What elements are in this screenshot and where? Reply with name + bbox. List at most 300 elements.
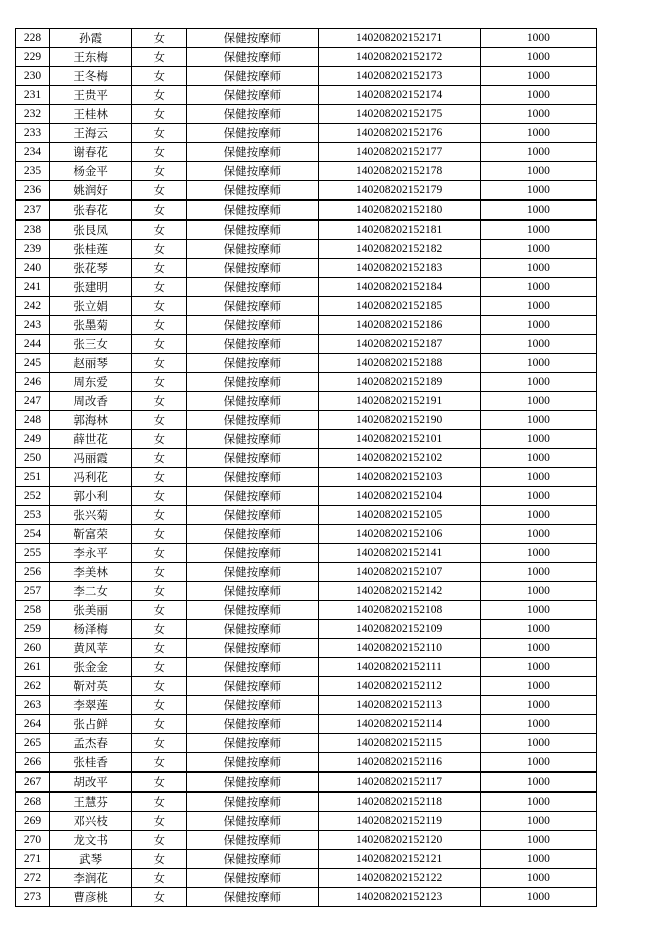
cell-certificate-no: 140208202152108 — [318, 601, 480, 620]
cell-sex: 女 — [132, 220, 187, 240]
table-row — [16, 658, 597, 677]
table-row — [16, 67, 597, 86]
cell-seq-no: 229 — [16, 48, 50, 67]
cell-name: 张春花 — [50, 200, 132, 220]
cell-seq-no: 272 — [16, 869, 50, 888]
cell-sex: 女 — [132, 772, 187, 792]
cell-certificate-no: 140208202152121 — [318, 850, 480, 869]
cell-seq-no: 243 — [16, 316, 50, 335]
cell-seq-no: 269 — [16, 812, 50, 831]
cell-occupation: 保健按摩师 — [187, 181, 318, 201]
cell-seq-no: 248 — [16, 411, 50, 430]
cell-occupation: 保健按摩师 — [187, 468, 318, 487]
cell-name: 冯利花 — [50, 468, 132, 487]
cell-name: 张金金 — [50, 658, 132, 677]
cell-seq-no: 256 — [16, 563, 50, 582]
cell-seq-no: 242 — [16, 297, 50, 316]
cell-seq-no: 239 — [16, 240, 50, 259]
cell-sex: 女 — [132, 869, 187, 888]
cell-seq-no: 263 — [16, 696, 50, 715]
cell-sex: 女 — [132, 240, 187, 259]
cell-certificate-no: 140208202152109 — [318, 620, 480, 639]
cell-amount: 1000 — [480, 601, 596, 620]
cell-seq-no: 238 — [16, 220, 50, 240]
table-row — [16, 105, 597, 124]
cell-amount: 1000 — [480, 582, 596, 601]
cell-name: 杨金平 — [50, 162, 132, 181]
cell-occupation: 保健按摩师 — [187, 601, 318, 620]
table-row — [16, 869, 597, 888]
cell-occupation: 保健按摩师 — [187, 582, 318, 601]
cell-occupation: 保健按摩师 — [187, 831, 318, 850]
cell-seq-no: 249 — [16, 430, 50, 449]
cell-certificate-no: 140208202152180 — [318, 200, 480, 220]
cell-amount: 1000 — [480, 143, 596, 162]
cell-seq-no: 268 — [16, 792, 50, 812]
cell-certificate-no: 140208202152118 — [318, 792, 480, 812]
table-row — [16, 487, 597, 506]
cell-amount: 1000 — [480, 620, 596, 639]
cell-occupation: 保健按摩师 — [187, 124, 318, 143]
cell-certificate-no: 140208202152104 — [318, 487, 480, 506]
cell-occupation: 保健按摩师 — [187, 658, 318, 677]
cell-amount: 1000 — [480, 67, 596, 86]
cell-certificate-no: 140208202152189 — [318, 373, 480, 392]
cell-seq-no: 250 — [16, 449, 50, 468]
cell-sex: 女 — [132, 563, 187, 582]
cell-sex: 女 — [132, 430, 187, 449]
cell-name: 张墨菊 — [50, 316, 132, 335]
cell-occupation: 保健按摩师 — [187, 620, 318, 639]
cell-seq-no: 237 — [16, 200, 50, 220]
table-row — [16, 373, 597, 392]
table-row — [16, 544, 597, 563]
cell-occupation: 保健按摩师 — [187, 335, 318, 354]
cell-occupation: 保健按摩师 — [187, 354, 318, 373]
cell-amount: 1000 — [480, 162, 596, 181]
cell-sex: 女 — [132, 86, 187, 105]
cell-certificate-no: 140208202152114 — [318, 715, 480, 734]
cell-occupation: 保健按摩师 — [187, 67, 318, 86]
cell-sex: 女 — [132, 411, 187, 430]
cell-sex: 女 — [132, 792, 187, 812]
cell-sex: 女 — [132, 181, 187, 201]
cell-name: 邓兴枝 — [50, 812, 132, 831]
cell-occupation: 保健按摩师 — [187, 162, 318, 181]
cell-seq-no: 257 — [16, 582, 50, 601]
cell-sex: 女 — [132, 582, 187, 601]
cell-amount: 1000 — [480, 411, 596, 430]
cell-certificate-no: 140208202152120 — [318, 831, 480, 850]
cell-occupation: 保健按摩师 — [187, 869, 318, 888]
table-row — [16, 297, 597, 316]
table-row — [16, 124, 597, 143]
table-row — [16, 620, 597, 639]
cell-seq-no: 261 — [16, 658, 50, 677]
table-row — [16, 715, 597, 734]
table-row — [16, 772, 597, 792]
cell-name: 张桂莲 — [50, 240, 132, 259]
cell-sex: 女 — [132, 677, 187, 696]
cell-certificate-no: 140208202152174 — [318, 86, 480, 105]
cell-seq-no: 260 — [16, 639, 50, 658]
cell-sex: 女 — [132, 143, 187, 162]
cell-name: 王慧芬 — [50, 792, 132, 812]
table-row — [16, 792, 597, 812]
cell-certificate-no: 140208202152142 — [318, 582, 480, 601]
cell-amount: 1000 — [480, 544, 596, 563]
cell-name: 黄风苹 — [50, 639, 132, 658]
cell-amount: 1000 — [480, 240, 596, 259]
cell-sex: 女 — [132, 449, 187, 468]
cell-seq-no: 231 — [16, 86, 50, 105]
cell-amount: 1000 — [480, 506, 596, 525]
cell-name: 周改香 — [50, 392, 132, 411]
cell-amount: 1000 — [480, 487, 596, 506]
cell-name: 张艮凤 — [50, 220, 132, 240]
cell-certificate-no: 140208202152183 — [318, 259, 480, 278]
cell-name: 王东梅 — [50, 48, 132, 67]
cell-occupation: 保健按摩师 — [187, 240, 318, 259]
cell-occupation: 保健按摩师 — [187, 734, 318, 753]
cell-amount: 1000 — [480, 392, 596, 411]
cell-sex: 女 — [132, 734, 187, 753]
cell-sex: 女 — [132, 639, 187, 658]
cell-certificate-no: 140208202152102 — [318, 449, 480, 468]
cell-sex: 女 — [132, 162, 187, 181]
cell-occupation: 保健按摩师 — [187, 86, 318, 105]
table-row — [16, 563, 597, 582]
cell-amount: 1000 — [480, 200, 596, 220]
cell-certificate-no: 140208202152181 — [318, 220, 480, 240]
cell-certificate-no: 140208202152171 — [318, 29, 480, 48]
cell-occupation: 保健按摩师 — [187, 143, 318, 162]
cell-sex: 女 — [132, 200, 187, 220]
cell-amount: 1000 — [480, 869, 596, 888]
cell-certificate-no: 140208202152103 — [318, 468, 480, 487]
cell-occupation: 保健按摩师 — [187, 297, 318, 316]
cell-name: 张三女 — [50, 335, 132, 354]
cell-seq-no: 235 — [16, 162, 50, 181]
cell-certificate-no: 140208202152115 — [318, 734, 480, 753]
table-row — [16, 259, 597, 278]
table-row — [16, 850, 597, 869]
table-row — [16, 278, 597, 297]
cell-amount: 1000 — [480, 658, 596, 677]
cell-seq-no: 244 — [16, 335, 50, 354]
cell-occupation: 保健按摩师 — [187, 278, 318, 297]
table-row — [16, 812, 597, 831]
cell-seq-no: 264 — [16, 715, 50, 734]
cell-amount: 1000 — [480, 105, 596, 124]
cell-certificate-no: 140208202152106 — [318, 525, 480, 544]
cell-certificate-no: 140208202152178 — [318, 162, 480, 181]
cell-name: 张立娟 — [50, 297, 132, 316]
cell-sex: 女 — [132, 297, 187, 316]
cell-amount: 1000 — [480, 772, 596, 792]
cell-certificate-no: 140208202152186 — [318, 316, 480, 335]
cell-sex: 女 — [132, 29, 187, 48]
cell-name: 张占鲜 — [50, 715, 132, 734]
cell-occupation: 保健按摩师 — [187, 48, 318, 67]
table-row — [16, 639, 597, 658]
cell-certificate-no: 140208202152175 — [318, 105, 480, 124]
cell-sex: 女 — [132, 525, 187, 544]
cell-certificate-no: 140208202152188 — [318, 354, 480, 373]
cell-seq-no: 265 — [16, 734, 50, 753]
cell-occupation: 保健按摩师 — [187, 753, 318, 773]
cell-name: 王冬梅 — [50, 67, 132, 86]
cell-seq-no: 233 — [16, 124, 50, 143]
cell-name: 郭小利 — [50, 487, 132, 506]
cell-occupation: 保健按摩师 — [187, 639, 318, 658]
table-row — [16, 200, 597, 220]
cell-amount: 1000 — [480, 850, 596, 869]
cell-certificate-no: 140208202152141 — [318, 544, 480, 563]
cell-occupation: 保健按摩师 — [187, 392, 318, 411]
table-row — [16, 316, 597, 335]
cell-occupation: 保健按摩师 — [187, 525, 318, 544]
cell-amount: 1000 — [480, 812, 596, 831]
table-row — [16, 48, 597, 67]
cell-amount: 1000 — [480, 639, 596, 658]
cell-occupation: 保健按摩师 — [187, 677, 318, 696]
table-row — [16, 525, 597, 544]
cell-amount: 1000 — [480, 48, 596, 67]
cell-sex: 女 — [132, 468, 187, 487]
table-row — [16, 601, 597, 620]
cell-name: 王贵平 — [50, 86, 132, 105]
cell-certificate-no: 140208202152111 — [318, 658, 480, 677]
cell-seq-no: 251 — [16, 468, 50, 487]
cell-seq-no: 247 — [16, 392, 50, 411]
cell-certificate-no: 140208202152116 — [318, 753, 480, 773]
cell-amount: 1000 — [480, 297, 596, 316]
cell-name: 靳富荣 — [50, 525, 132, 544]
cell-occupation: 保健按摩师 — [187, 259, 318, 278]
cell-certificate-no: 140208202152107 — [318, 563, 480, 582]
cell-name: 赵丽琴 — [50, 354, 132, 373]
table-row — [16, 29, 597, 48]
cell-seq-no: 230 — [16, 67, 50, 86]
cell-seq-no: 241 — [16, 278, 50, 297]
cell-occupation: 保健按摩师 — [187, 373, 318, 392]
cell-amount: 1000 — [480, 449, 596, 468]
cell-amount: 1000 — [480, 124, 596, 143]
cell-name: 张桂香 — [50, 753, 132, 773]
cell-amount: 1000 — [480, 29, 596, 48]
cell-amount: 1000 — [480, 86, 596, 105]
cell-name: 李润花 — [50, 869, 132, 888]
cell-name: 李永平 — [50, 544, 132, 563]
cell-seq-no: 262 — [16, 677, 50, 696]
cell-amount: 1000 — [480, 696, 596, 715]
cell-sex: 女 — [132, 124, 187, 143]
cell-occupation: 保健按摩师 — [187, 411, 318, 430]
table-row — [16, 831, 597, 850]
cell-sex: 女 — [132, 316, 187, 335]
cell-certificate-no: 140208202152101 — [318, 430, 480, 449]
cell-amount: 1000 — [480, 715, 596, 734]
cell-seq-no: 232 — [16, 105, 50, 124]
cell-amount: 1000 — [480, 525, 596, 544]
cell-certificate-no: 140208202152123 — [318, 888, 480, 907]
cell-seq-no: 252 — [16, 487, 50, 506]
cell-occupation: 保健按摩师 — [187, 220, 318, 240]
cell-amount: 1000 — [480, 220, 596, 240]
table-row — [16, 430, 597, 449]
cell-sex: 女 — [132, 696, 187, 715]
cell-seq-no: 240 — [16, 259, 50, 278]
cell-seq-no: 245 — [16, 354, 50, 373]
cell-name: 张美丽 — [50, 601, 132, 620]
cell-seq-no: 254 — [16, 525, 50, 544]
cell-seq-no: 273 — [16, 888, 50, 907]
cell-name: 胡改平 — [50, 772, 132, 792]
table-row — [16, 143, 597, 162]
cell-amount: 1000 — [480, 792, 596, 812]
cell-amount: 1000 — [480, 181, 596, 201]
cell-occupation: 保健按摩师 — [187, 696, 318, 715]
cell-name: 曹彦桃 — [50, 888, 132, 907]
cell-name: 郭海林 — [50, 411, 132, 430]
cell-sex: 女 — [132, 658, 187, 677]
cell-certificate-no: 140208202152187 — [318, 335, 480, 354]
cell-seq-no: 271 — [16, 850, 50, 869]
cell-occupation: 保健按摩师 — [187, 29, 318, 48]
cell-sex: 女 — [132, 278, 187, 297]
cell-sex: 女 — [132, 506, 187, 525]
cell-occupation: 保健按摩师 — [187, 792, 318, 812]
cell-sex: 女 — [132, 544, 187, 563]
cell-amount: 1000 — [480, 563, 596, 582]
cell-seq-no: 258 — [16, 601, 50, 620]
cell-name: 周东爱 — [50, 373, 132, 392]
cell-occupation: 保健按摩师 — [187, 487, 318, 506]
cell-occupation: 保健按摩师 — [187, 544, 318, 563]
cell-certificate-no: 140208202152113 — [318, 696, 480, 715]
cell-occupation: 保健按摩师 — [187, 812, 318, 831]
cell-name: 谢春花 — [50, 143, 132, 162]
cell-name: 孙霞 — [50, 29, 132, 48]
cell-occupation: 保健按摩师 — [187, 888, 318, 907]
cell-name: 冯丽霞 — [50, 449, 132, 468]
table-row — [16, 449, 597, 468]
cell-certificate-no: 140208202152112 — [318, 677, 480, 696]
cell-occupation: 保健按摩师 — [187, 316, 318, 335]
table-row — [16, 677, 597, 696]
cell-seq-no: 228 — [16, 29, 50, 48]
table-row — [16, 506, 597, 525]
cell-certificate-no: 140208202152105 — [318, 506, 480, 525]
cell-certificate-no: 140208202152190 — [318, 411, 480, 430]
cell-name: 李翠莲 — [50, 696, 132, 715]
cell-seq-no: 236 — [16, 181, 50, 201]
cell-name: 王桂林 — [50, 105, 132, 124]
cell-sex: 女 — [132, 487, 187, 506]
cell-name: 杨泽梅 — [50, 620, 132, 639]
cell-occupation: 保健按摩师 — [187, 105, 318, 124]
cell-occupation: 保健按摩师 — [187, 850, 318, 869]
cell-name: 姚润好 — [50, 181, 132, 201]
cell-certificate-no: 140208202152172 — [318, 48, 480, 67]
table-row — [16, 181, 597, 201]
cell-certificate-no: 140208202152191 — [318, 392, 480, 411]
cell-seq-no: 259 — [16, 620, 50, 639]
cell-sex: 女 — [132, 67, 187, 86]
cell-amount: 1000 — [480, 335, 596, 354]
table-row — [16, 582, 597, 601]
cell-sex: 女 — [132, 354, 187, 373]
cell-seq-no: 246 — [16, 373, 50, 392]
cell-sex: 女 — [132, 392, 187, 411]
cell-sex: 女 — [132, 335, 187, 354]
cell-name: 张建明 — [50, 278, 132, 297]
cell-name: 武琴 — [50, 850, 132, 869]
table-row — [16, 86, 597, 105]
cell-name: 孟杰春 — [50, 734, 132, 753]
cell-sex: 女 — [132, 812, 187, 831]
table-row — [16, 220, 597, 240]
cell-certificate-no: 140208202152177 — [318, 143, 480, 162]
cell-amount: 1000 — [480, 831, 596, 850]
roster-table — [15, 28, 597, 907]
cell-sex: 女 — [132, 620, 187, 639]
cell-occupation: 保健按摩师 — [187, 506, 318, 525]
cell-name: 李二女 — [50, 582, 132, 601]
cell-certificate-no: 140208202152173 — [318, 67, 480, 86]
cell-sex: 女 — [132, 601, 187, 620]
table-row — [16, 392, 597, 411]
table-row — [16, 734, 597, 753]
cell-certificate-no: 140208202152119 — [318, 812, 480, 831]
cell-amount: 1000 — [480, 316, 596, 335]
cell-certificate-no: 140208202152185 — [318, 297, 480, 316]
table-row — [16, 888, 597, 907]
cell-amount: 1000 — [480, 468, 596, 487]
cell-sex: 女 — [132, 888, 187, 907]
cell-name: 龙文书 — [50, 831, 132, 850]
table-row — [16, 753, 597, 773]
cell-certificate-no: 140208202152122 — [318, 869, 480, 888]
cell-amount: 1000 — [480, 734, 596, 753]
cell-occupation: 保健按摩师 — [187, 449, 318, 468]
cell-amount: 1000 — [480, 753, 596, 773]
cell-occupation: 保健按摩师 — [187, 772, 318, 792]
cell-certificate-no: 140208202152184 — [318, 278, 480, 297]
table-row — [16, 354, 597, 373]
table-row — [16, 411, 597, 430]
cell-amount: 1000 — [480, 354, 596, 373]
cell-seq-no: 267 — [16, 772, 50, 792]
cell-occupation: 保健按摩师 — [187, 430, 318, 449]
cell-sex: 女 — [132, 831, 187, 850]
cell-name: 张兴菊 — [50, 506, 132, 525]
table-row — [16, 468, 597, 487]
cell-occupation: 保健按摩师 — [187, 715, 318, 734]
table-row — [16, 162, 597, 181]
cell-seq-no: 255 — [16, 544, 50, 563]
cell-sex: 女 — [132, 850, 187, 869]
cell-name: 王海云 — [50, 124, 132, 143]
cell-sex: 女 — [132, 373, 187, 392]
table-row — [16, 335, 597, 354]
cell-seq-no: 266 — [16, 753, 50, 773]
cell-amount: 1000 — [480, 373, 596, 392]
roster-table-body — [16, 29, 597, 907]
cell-amount: 1000 — [480, 677, 596, 696]
cell-amount: 1000 — [480, 259, 596, 278]
